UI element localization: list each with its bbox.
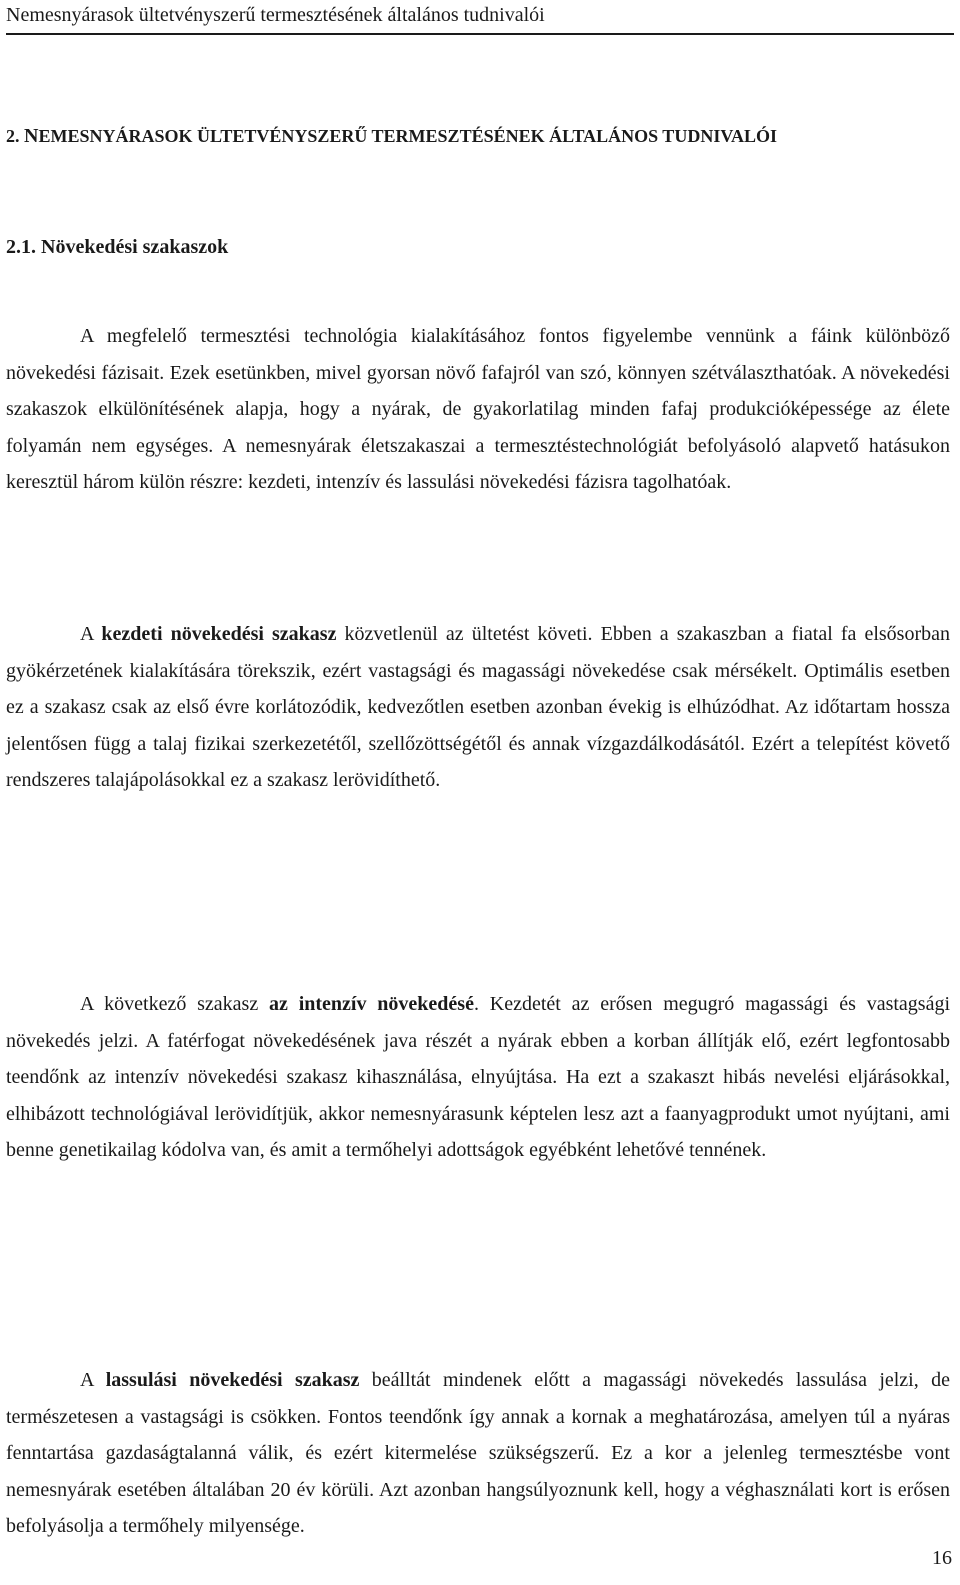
paragraph-text: beálltát mindenek előtt a magassági növekedés lassulása jelzi, de természetesen a vastagsági is csökken. Fontos teendőnk így annak a kornak a meghatározása, amelyen túl a nyáras fenntartása gazdaságtalanná válik, és ezért kitermelése szükségszerű. Ez a kor a jelenleg termesztésbe vont nemesnyárak esetében általában 20 év körüli. Azt azonban hangsúlyoznunk kell, hogy a véghasználati kort is erősen befolyásolja a termőhely milyensége.: [6, 1369, 950, 1538]
header-divider: [6, 33, 954, 35]
paragraph-text: A következő szakasz: [80, 993, 270, 1015]
paragraph-intensive-phase: [6, 986, 950, 1169]
term-intensive-growth: az intenzív növekedésé: [269, 993, 474, 1015]
paragraph-text: . Kezdetét az erősen megugró magassági és vastagsági növekedés jelzi. A fatérfogat növekedésének java részét a nyárak ebben a korban állítják elő, ezért legfontosabb teendőnk az intenzív növekedési szakasz kihasználása, elnyújtása. Ha ezt a szakaszt hibás nevelési eljárásokkal, elhibázott technológiával lerövidítjük, akkor nemesnyárasunk képtelen lesz azt a faanyagprodukt umot nyújtani, ami benne genetikailag kódolva van, és amit a termőhelyi adottságok egyébként lehetővé tennének.: [6, 993, 951, 1162]
paragraph-slowing-phase: [6, 1362, 950, 1545]
term-initial-growth-phase: kezdeti növekedési szakasz: [101, 623, 337, 645]
paragraph-intro: A megfelelő termesztési technológia kialakításához fontos figyelembe vennünk a fáink különböző növekedési fázisait. Ezek esetünkben, mivel gyorsan növő fafajról van szó, könnyen szétválaszthatóak. A növekedési szakaszok elkülönítésének alapja, hogy a nyárak, de gyakorlatilag minden fafaj produkcióképessége az élete folyamán nem egységes. A nemesnyárak életszakaszai a termesztéstechnológiát befolyásoló alapvető hatásukon keresztül három külön részre: kezdeti, intenzív és lassulási növekedési fázisra tagolhatóak.: [6, 325, 950, 494]
paragraph-text: közvetlenül az ültetést követi. Ebben a szakaszban a fiatal fa elsősorban gyökérzetének kialakítására törekszik, ezért vastagsági és magassági növekedése csak mérsékelt. Optimális esetben ez a szakasz csak az első évre korlátozódik, kedvezőtlen esetben azonban évekig is elhúzódhat. Az időtartam hossza jelentősen függ a talaj fizikai szerkezetétől, szellőzöttségétől és annak vízgazdálkodásától. Ezért a telepítést követő rendszeres talajápolásokkal ez a szakasz lerövidíthető.: [6, 623, 951, 792]
chapter-title: [6, 124, 777, 148]
section-title: 2.1. Növekedési szakaszok: [6, 236, 229, 258]
chapter-number: 2.: [6, 126, 20, 146]
paragraph-initial-phase: [6, 616, 950, 799]
paragraph-text: A: [80, 623, 102, 645]
chapter-title-initial: N: [24, 125, 39, 147]
chapter-title-rest: EMESNYÁRASOK ÜLTETVÉNYSZERŰ TERMESZTÉSÉNEK ÁLTALÁNOS TUDNIVALÓI: [38, 126, 778, 146]
page-number: 16: [932, 1547, 952, 1569]
paragraph-text: A: [80, 1369, 106, 1391]
running-header: Nemesnyárasok ültetvényszerű termesztésének általános tudnivalói: [6, 4, 545, 26]
term-slowing-growth-phase: lassulási növekedési szakasz: [105, 1369, 360, 1391]
